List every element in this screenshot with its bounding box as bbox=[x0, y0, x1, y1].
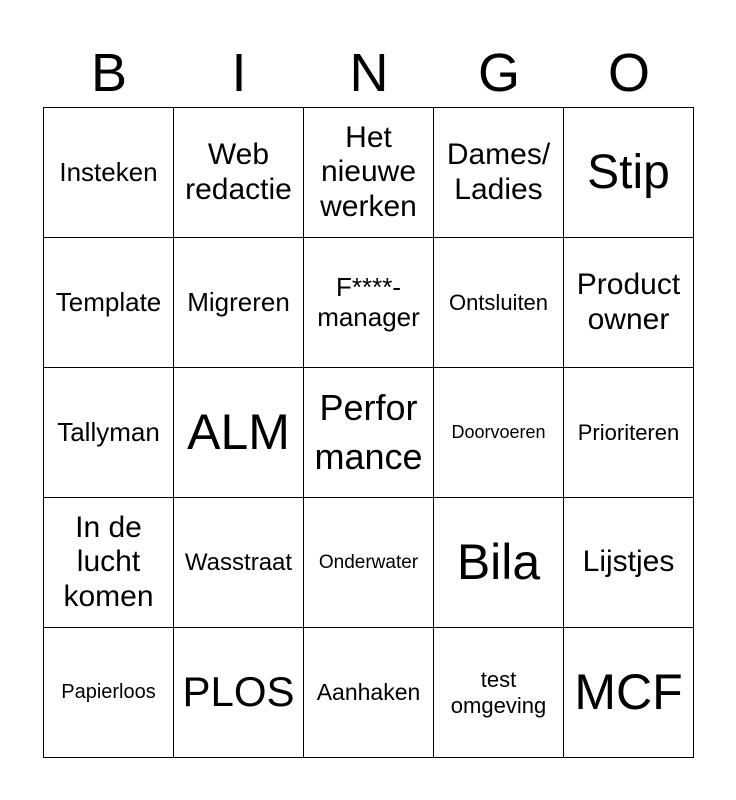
bingo-cell-r3-c3[interactable] bbox=[304, 368, 434, 498]
bingo-board bbox=[43, 107, 694, 758]
cell-text: Prioriteren bbox=[577, 419, 680, 445]
bingo-cell-r4-c4[interactable] bbox=[434, 498, 564, 628]
header-letter-g: G bbox=[477, 43, 520, 103]
bingo-cell-r5-c3[interactable] bbox=[304, 628, 434, 758]
cell-text: Aanhaken bbox=[316, 679, 421, 706]
cell-text: Insteken bbox=[59, 156, 158, 187]
cell-text: Doorvoeren bbox=[451, 422, 546, 443]
header-letter-b: B bbox=[90, 43, 128, 103]
header-letter-i: I bbox=[231, 43, 247, 103]
bingo-cell-r3-c2[interactable] bbox=[174, 368, 304, 498]
bingo-cell-r5-c5[interactable] bbox=[564, 628, 694, 758]
bingo-cell-r3-c5[interactable] bbox=[564, 368, 694, 498]
bingo-cell-r1-c1[interactable] bbox=[44, 108, 174, 238]
header-letter-o: O bbox=[607, 43, 650, 103]
cell-text: Ontsluiten bbox=[448, 289, 549, 315]
bingo-cell-r2-c3[interactable] bbox=[304, 238, 434, 368]
cell-text: ALM bbox=[187, 403, 290, 460]
bingo-cell-r2-c1[interactable] bbox=[44, 238, 174, 368]
bingo-cell-r1-c3[interactable] bbox=[304, 108, 434, 238]
cell-text: Web redactie bbox=[185, 138, 292, 206]
bingo-cell-r5-c4[interactable] bbox=[434, 628, 564, 758]
cell-text: Stip bbox=[587, 145, 670, 199]
cell-text: Tallyman bbox=[57, 416, 160, 447]
bingo-cell-r5-c1[interactable] bbox=[44, 628, 174, 758]
cell-text: Migreren bbox=[187, 286, 290, 317]
bingo-cell-r2-c2[interactable] bbox=[174, 238, 304, 368]
cell-text: MCF bbox=[574, 663, 683, 720]
cell-text: Dames/ Ladies bbox=[446, 138, 551, 206]
bingo-cell-r1-c4[interactable] bbox=[434, 108, 564, 238]
bingo-cell-r2-c5[interactable] bbox=[564, 238, 694, 368]
cell-text: Perfor mance bbox=[314, 386, 423, 477]
cell-text: PLOS bbox=[182, 668, 295, 716]
bingo-cell-r4-c1[interactable] bbox=[44, 498, 174, 628]
cell-text: Template bbox=[55, 286, 162, 317]
cell-text: Het nieuwe werken bbox=[320, 120, 417, 223]
cell-text: F****- manager bbox=[317, 271, 420, 332]
bingo-header bbox=[44, 40, 694, 106]
bingo-cell-r5-c2[interactable] bbox=[174, 628, 304, 758]
bingo-cell-r4-c2[interactable] bbox=[174, 498, 304, 628]
cell-text: Product owner bbox=[576, 268, 681, 336]
cell-text: test omgeving bbox=[450, 667, 547, 718]
bingo-cell-r1-c2[interactable] bbox=[174, 108, 304, 238]
cell-text: Papierloos bbox=[61, 681, 156, 703]
cell-text: Bila bbox=[456, 533, 541, 590]
cell-text: Wasstraat bbox=[184, 548, 293, 576]
cell-text: Onderwater bbox=[318, 551, 419, 573]
bingo-cell-r2-c4[interactable] bbox=[434, 238, 564, 368]
header-letter-n: N bbox=[349, 43, 389, 103]
bingo-cell-r3-c4[interactable] bbox=[434, 368, 564, 498]
bingo-cell-r4-c5[interactable] bbox=[564, 498, 694, 628]
cell-text: Lijstjes bbox=[582, 545, 675, 579]
cell-text: In de lucht komen bbox=[63, 510, 154, 613]
bingo-cell-r4-c3[interactable] bbox=[304, 498, 434, 628]
bingo-cell-r3-c1[interactable] bbox=[44, 368, 174, 498]
bingo-cell-r1-c5[interactable] bbox=[564, 108, 694, 238]
